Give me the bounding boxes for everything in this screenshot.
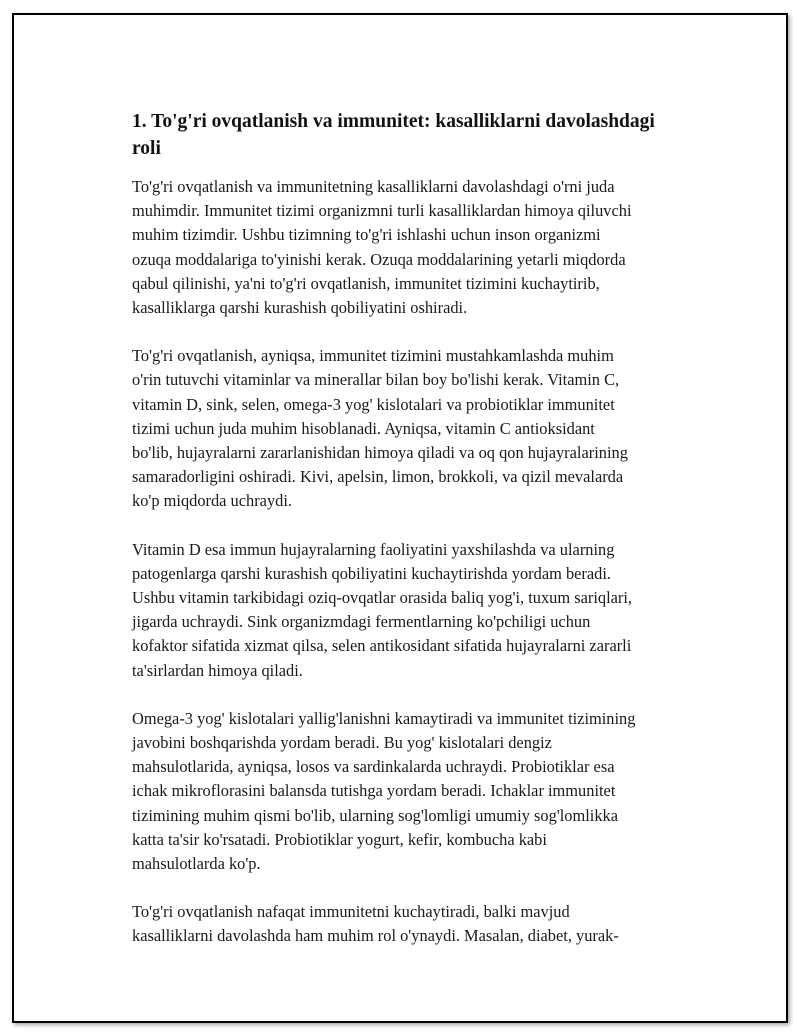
paragraph-3 <box>132 538 702 683</box>
paragraph-line: mahsulotlarida, ayniqsa, losos va sardinkalarda uchraydi. Probiotiklar esa <box>132 757 615 777</box>
paragraph-line: To'g'ri ovqatlanish nafaqat immunitetni kuchaytiradi, balki mavjud <box>132 902 570 922</box>
paragraph-line: jigarda uchraydi. Sink organizmdagi fermentlarning ko'pchiligi uchun <box>132 612 591 632</box>
section-heading <box>132 108 702 162</box>
paragraph-line: ko'p miqdorda uchraydi. <box>132 491 292 511</box>
document-content <box>132 108 702 973</box>
paragraph-line: kasalliklarga qarshi kurashish qobiliyatini oshiradi. <box>132 298 468 318</box>
paragraph-line: javobini boshqarishda yordam beradi. Bu yog' kislotalari dengiz <box>132 733 552 753</box>
paragraph-line: muhim tizimdir. Ushbu tizimning to'g'ri ishlashi uchun inson organizmi <box>132 225 601 245</box>
paragraph-line: ichak mikroflorasini balansda tutishga yordam beradi. Ichaklar immunitet <box>132 781 616 801</box>
paragraph-2 <box>132 344 702 513</box>
paragraph-4 <box>132 707 702 876</box>
paragraph-line: mahsulotlarda ko'p. <box>132 854 261 874</box>
paragraph-line: kofaktor sifatida xizmat qilsa, selen antikosidant sifatida hujayralarni zararli <box>132 636 632 656</box>
paragraph-line: ta'sirlardan himoya qiladi. <box>132 660 303 680</box>
paragraph-line: ozuqa moddalariga to'yinishi kerak. Ozuqa moddalarining yetarli miqdorda <box>132 249 626 269</box>
paragraph-line: samaradorligini oshiradi. Kivi, apelsin, limon, brokkoli, va qizil mevalarda <box>132 467 624 487</box>
paragraph-line: To'g'ri ovqatlanish va immunitetning kasalliklarni davolashdagi o'rni juda <box>132 177 615 196</box>
paragraph-line: tizimining muhim qismi bo'lib, ularning sog'lomligi umumiy sog'lomlikka <box>132 805 619 825</box>
paragraph-line: patogenlarga qarshi kurashish qobiliyatini kuchaytirishda yordam beradi. <box>132 563 612 583</box>
paragraph-line: katta ta'sir ko'rsatadi. Probiotiklar yogurt, kefir, kombucha kabi <box>132 829 547 849</box>
paragraph-line: Vitamin D esa immun hujayralarning faoliyatini yaxshilashda va ularning <box>132 539 615 559</box>
heading-line: roli <box>132 138 161 159</box>
paragraph-5 <box>132 900 702 948</box>
paragraph-line: Ushbu vitamin tarkibidagi oziq-ovqatlar orasida baliq yog'i, tuxum sariqlari, <box>132 588 633 608</box>
paragraph-1 <box>132 175 702 320</box>
document-page <box>12 13 788 1023</box>
paragraph-line: vitamin D, sink, selen, omega-3 yog' kislotalari va probiotiklar immunitet <box>132 394 615 414</box>
heading-line: 1. To'g'ri ovqatlanish va immunitet: kasalliklarni davolashdagi <box>132 111 655 132</box>
paragraph-line: kasalliklarni davolashda ham muhim rol o'ynaydi. Masalan, diabet, yurak- <box>132 926 619 946</box>
paragraph-line: tizimi uchun juda muhim hisoblanadi. Ayniqsa, vitamin C antioksidant <box>132 418 595 438</box>
paragraph-line: muhimdir. Immunitet tizimi organizmni turli kasalliklardan himoya qiluvchi <box>132 201 632 221</box>
paragraph-line: o'rin tutuvchi vitaminlar va minerallar bilan boy bo'lishi kerak. Vitamin C, <box>132 370 620 390</box>
paragraph-line: bo'lib, hujayralarni zararlanishidan himoya qiladi va oq qon hujayralarining <box>132 443 628 463</box>
paragraph-line: To'g'ri ovqatlanish, ayniqsa, immunitet tizimini mustahkamlashda muhim <box>132 346 614 366</box>
paragraph-line: Omega-3 yog' kislotalari yallig'lanishni kamaytiradi va immunitet tizimining <box>132 708 636 728</box>
paragraph-line: qabul qilinishi, ya'ni to'g'ri ovqatlanish, immunitet tizimini kuchaytirib, <box>132 273 600 293</box>
